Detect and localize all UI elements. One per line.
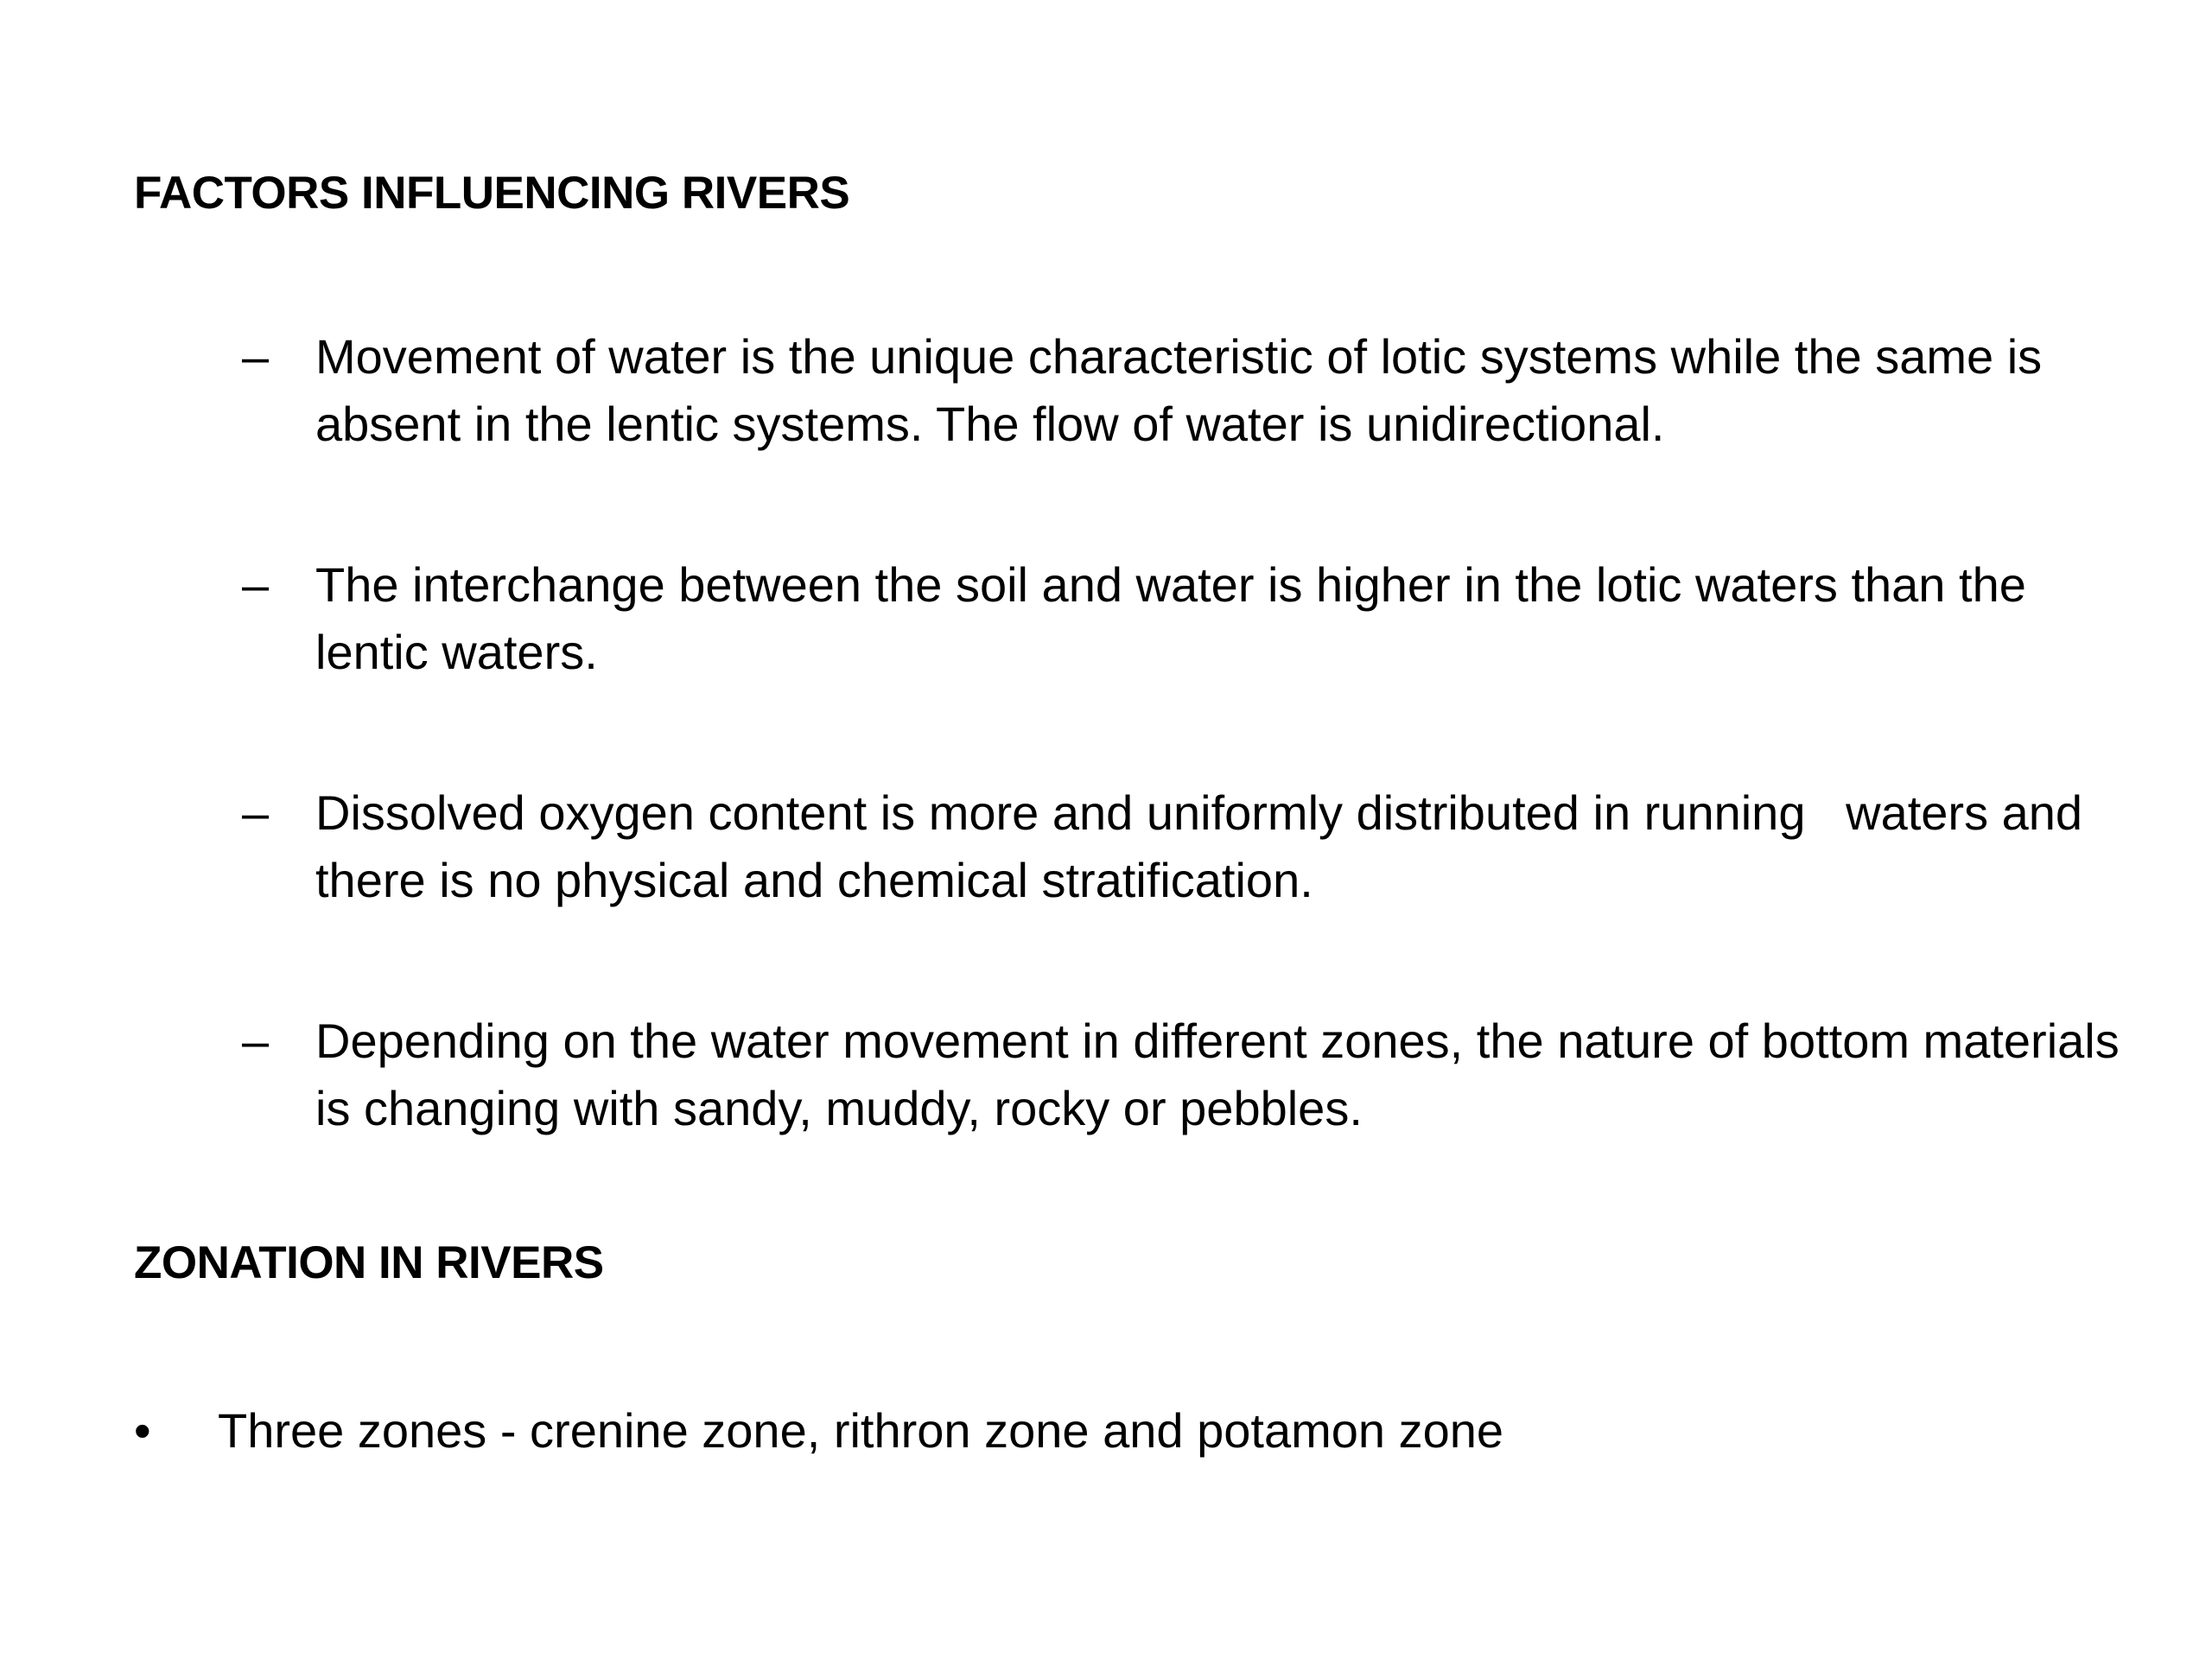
list-item: [242, 323, 2143, 458]
list-item-text: Movement of water is the unique characteristic of lotic systems while the same is absent in the lentic systems. The flow of water is unidirectional.: [315, 329, 2043, 451]
dash-marker: –: [242, 1014, 270, 1068]
section-heading-factors: FACTORS INFLUENCING RIVERS: [134, 168, 850, 219]
list-item-text: The interchange between the soil and water is higher in the lotic waters than the lentic waters.: [315, 557, 2026, 679]
section-heading-zonation: ZONATION IN RIVERS: [134, 1237, 604, 1288]
list-item: [242, 1007, 2143, 1142]
list-item: [242, 779, 2143, 914]
list-item: [242, 551, 2143, 686]
list-item-text: Dissolved oxygen content is more and uniformly distributed in running waters and there is no physical and chemical stratification.: [315, 785, 2096, 907]
bullet-list-item: [134, 1397, 2121, 1465]
dash-marker: –: [242, 557, 270, 612]
dash-marker: –: [242, 329, 270, 384]
list-item-text: Three zones - crenine zone, rithron zone and potamon zone: [218, 1403, 1504, 1458]
list-item-text: Depending on the water movement in different zones, the nature of bottom materials is changing with sandy, muddy, rocky or pebbles.: [315, 1014, 2120, 1135]
dash-marker: –: [242, 785, 270, 840]
bullet-marker: •: [134, 1403, 151, 1458]
